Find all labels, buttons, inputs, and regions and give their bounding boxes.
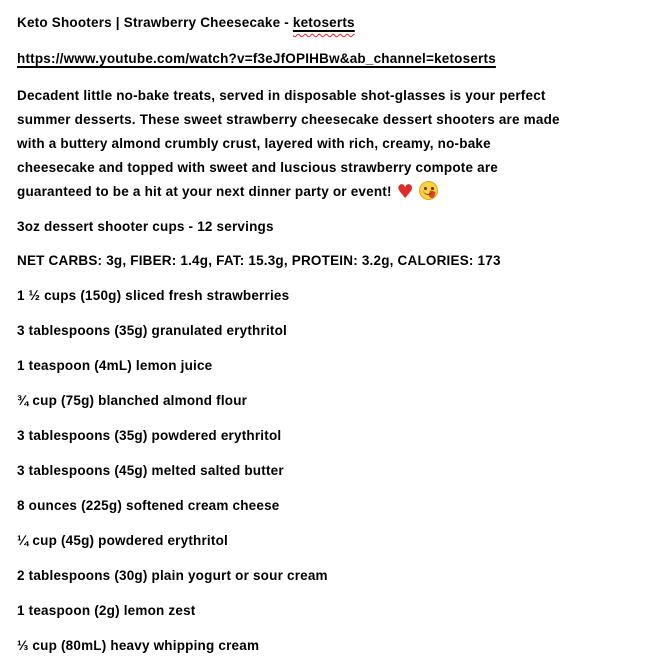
nutrition-facts: NET CARBS: 3g, FIBER: 1.4g, FAT: 15.3g, PROTEIN: 3.2g, CALORIES: 173 <box>17 253 501 268</box>
ingredient-line: 3 tablespoons (35g) granulated erythritol <box>17 323 287 338</box>
description-paragraph <box>17 84 634 204</box>
yum-face-emoji-icon <box>419 181 438 200</box>
description-line: Decadent little no-bake treats, served in disposable shot-glasses is your perfect <box>17 88 546 103</box>
ingredient-line: 3 tablespoons (35g) powdered erythritol <box>17 428 282 443</box>
ingredient-line: 8 ounces (225g) softened cream cheese <box>17 498 280 513</box>
ingredient-line: ¼ cup (45g) powdered erythritol <box>17 533 228 548</box>
description-last-line <box>17 180 634 204</box>
ingredient-line: 1 ½ cups (150g) sliced fresh strawberries <box>17 288 290 303</box>
ingredient-line: 2 tablespoons (30g) plain yogurt or sour cream <box>17 568 328 583</box>
page-title <box>17 12 634 34</box>
heart-emoji-icon: ♥ <box>396 181 414 203</box>
description-line: with a buttery almond crumbly crust, layered with rich, creamy, no-bake <box>17 136 491 151</box>
title-text: Keto Shooters | Strawberry Cheesecake - <box>17 15 293 30</box>
ingredient-line: 3 tablespoons (45g) melted salted butter <box>17 463 284 478</box>
description-line: summer desserts. These sweet strawberry cheesecake dessert shooters are made <box>17 112 560 127</box>
ingredient-line: ¾ cup (75g) blanched almond flour <box>17 393 248 408</box>
tongue-icon <box>428 190 436 198</box>
serving-info: 3oz dessert shooter cups - 12 servings <box>17 219 274 234</box>
ingredient-line: 1 teaspoon (2g) lemon zest <box>17 603 196 618</box>
youtube-url-link[interactable]: https://www.youtube.com/watch?v=f3eJfOPIHBw&ab_channel=ketoserts <box>17 51 496 66</box>
description-line: cheesecake and topped with sweet and luscious strawberry compote are <box>17 160 499 175</box>
ketoserts-link[interactable]: ketoserts <box>292 15 355 30</box>
spellcheck-squiggle <box>293 15 355 30</box>
description-line-text: guaranteed to be a hit at your next dinner party or event! <box>17 184 392 199</box>
ingredients-list <box>17 285 634 657</box>
ingredient-line: 1 teaspoon (4mL) lemon juice <box>17 358 213 373</box>
video-url-line <box>17 48 634 70</box>
ingredient-line: ⅓ cup (80mL) heavy whipping cream <box>17 638 260 653</box>
